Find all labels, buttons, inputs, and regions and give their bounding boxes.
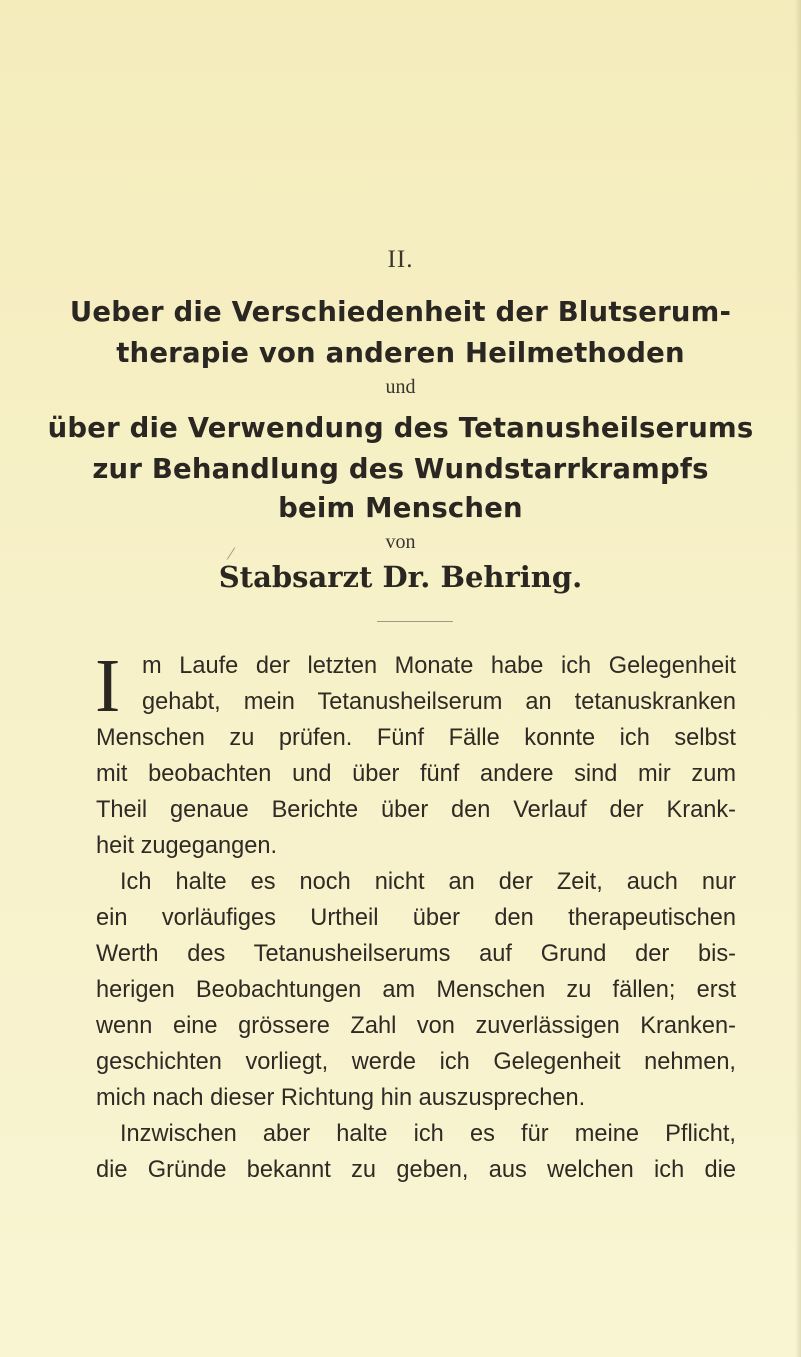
text-line: mit beobachten und über fünf andere sind mir zum xyxy=(96,761,736,787)
drop-cap: I xyxy=(95,644,121,728)
text-line: wenn eine grössere Zahl von zuverlässigen Kranken- xyxy=(96,1013,736,1039)
title-line-3: über die Verwendung des Tetanusheilserums xyxy=(47,412,754,444)
text-line: die Gründe bekannt zu geben, aus welchen ich die xyxy=(96,1157,736,1183)
text-line: heit zugegangen. xyxy=(96,833,278,859)
section-divider xyxy=(377,621,453,622)
text-line: mich nach dieser Richtung hin auszusprechen. xyxy=(96,1085,586,1111)
text-line: geschichten vorliegt, werde ich Gelegenheit nehmen, xyxy=(96,1049,736,1075)
stray-pen-mark: / xyxy=(225,542,237,566)
text-line: Werth des Tetanusheilserums auf Grund der bis- xyxy=(96,941,736,967)
text-line: m Laufe der letzten Monate habe ich Gelegenheit xyxy=(142,653,736,679)
title-conjunction: und xyxy=(385,376,416,398)
section-numeral: II. xyxy=(387,246,414,273)
title-line-4: zur Behandlung des Wundstarrkrampfs xyxy=(92,453,709,485)
text-line: Inzwischen aber halte ich es für meine Pflicht, xyxy=(120,1121,736,1147)
text-line: Theil genaue Berichte über den Verlauf der Krank- xyxy=(96,797,736,823)
title-line-1: Ueber die Verschiedenheit der Blutserum- xyxy=(69,296,732,328)
text-line: gehabt, mein Tetanusheilserum an tetanuskranken xyxy=(142,689,736,715)
author-line: Stabsarzt Dr. Behring. xyxy=(218,560,583,594)
text-line: ein vorläufiges Urtheil über den therapeutischen xyxy=(96,905,736,931)
text-line: Menschen zu prüfen. Fünf Fälle konnte ich selbst xyxy=(96,725,736,751)
text-line: herigen Beobachtungen am Menschen zu fällen; erst xyxy=(96,977,736,1003)
text-line: Ich halte es noch nicht an der Zeit, auch nur xyxy=(120,869,736,895)
title-line-5: beim Menschen xyxy=(278,492,523,524)
title-line-2: therapie von anderen Heilmethoden xyxy=(116,337,685,369)
page-edge-shadow xyxy=(795,0,801,1357)
byline-von: von xyxy=(385,531,416,553)
